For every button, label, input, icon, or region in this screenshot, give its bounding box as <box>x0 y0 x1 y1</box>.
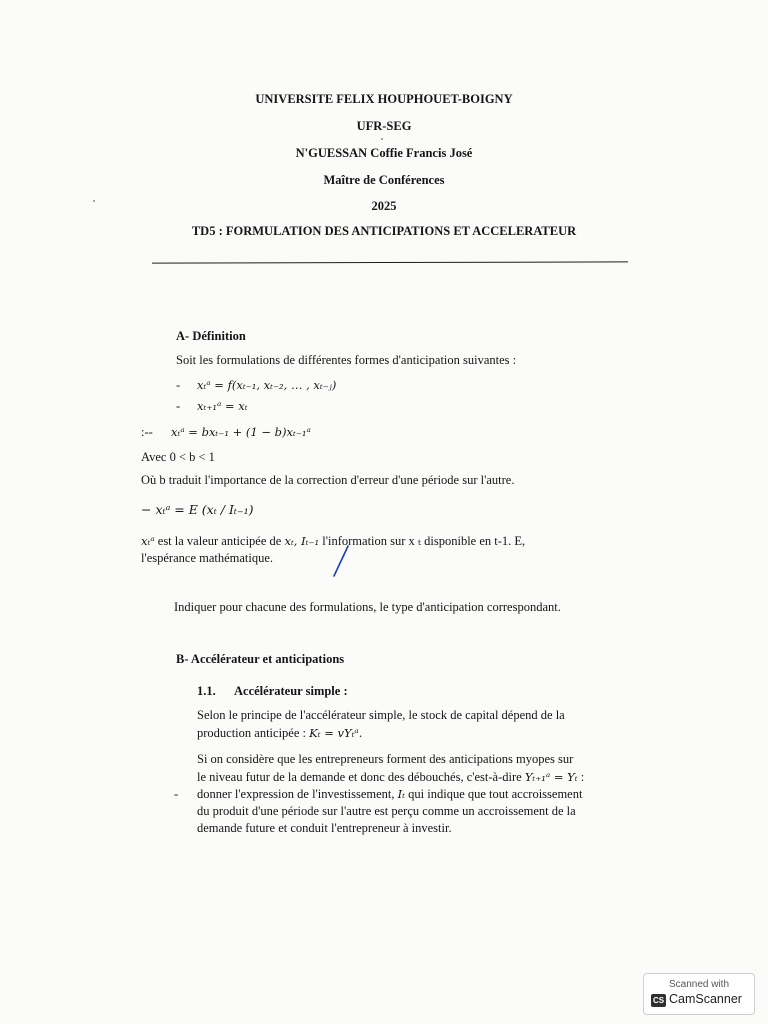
formula-3-prefix: :-- <box>141 425 153 439</box>
document-title: TD5 : FORMULATION DES ANTICIPATIONS ET ACCELERATEUR <box>191 224 577 238</box>
bullet-dash-1: - <box>176 378 181 392</box>
x-a-t: xₜᵃ <box>141 534 155 548</box>
bullet-dash-2: - <box>176 399 181 413</box>
section-a-question: Indiquer pour chacune des formulations, le type d'anticipation correspondant. <box>174 600 561 614</box>
paragraph-2-line-2 <box>197 769 584 786</box>
b-explanation: Où b traduit l'importance de la correction d'erreur d'une période sur l'autre. <box>141 473 515 487</box>
year: 2025 <box>371 199 397 213</box>
author-rank: Maître de Conférences <box>323 173 445 187</box>
paragraph-2-line-1: Si on considère que les entrepreneurs forment des anticipations myopes sur <box>197 752 574 766</box>
p1-text: production anticipée : <box>197 726 310 740</box>
paragraph-3-line-1 <box>197 786 582 803</box>
bullet-dash-3: - <box>174 787 179 801</box>
i-t-1: , Iₜ₋₁ <box>293 534 320 548</box>
camscanner-logo-icon: CS <box>652 996 665 1005</box>
section-a-intro: Soit les formulations de différentes formes d'anticipation suivantes : <box>176 353 517 367</box>
camscanner-watermark <box>643 973 755 1015</box>
p3-text-a: donner l'expression de l'investissement, <box>197 787 398 801</box>
myopic-formula: Yₜ₊₁ᵃ = Yₜ <box>524 770 578 784</box>
scan-speck <box>381 138 383 140</box>
watermark-brand: CamScanner <box>669 992 742 1006</box>
university-name: UNIVERSITE FELIX HOUPHOUET-BOIGNY <box>255 92 513 106</box>
title-divider <box>152 261 628 263</box>
section-b-heading: B- Accélérateur et anticipations <box>176 652 345 666</box>
def-text-2: l'information sur x ₜ disponible en t-1. E, <box>319 534 526 548</box>
paragraph-3-line-2: du produit d'une période sur l'autre est perçu comme un accroissement de la <box>197 804 576 818</box>
capital-formula: Kₜ = vYₜᵃ. <box>309 726 363 740</box>
watermark-caption: Scanned with <box>668 979 730 990</box>
subsection-number: 1.1. <box>197 684 216 698</box>
definition-line-2: l'espérance mathématique. <box>141 551 274 565</box>
author-name: N'GUESSAN Coffie Francis José <box>295 146 473 160</box>
pen-mark <box>330 543 354 579</box>
paragraph-3-line-3: demande future et conduit l'entrepreneur à investir. <box>197 821 452 835</box>
p2-colon: : <box>577 770 585 784</box>
formula-2: xₜ₊₁ᵃ = xₜ <box>197 399 248 413</box>
paragraph-1-line-2 <box>197 725 362 742</box>
scan-speck <box>93 200 95 202</box>
paragraph-1-line-1: Selon le principe de l'accélérateur simple, le stock de capital dépend de la <box>197 708 565 722</box>
p3-text-b: qui indique que tout accroissement <box>405 787 583 801</box>
p2-text: le niveau futur de la demande et donc des débouchés, c'est-à-dire <box>197 770 525 784</box>
section-a-heading: A- Définition <box>176 329 246 343</box>
ufr-name: UFR-SEG <box>356 119 412 133</box>
formula-1: xₜᵃ = f(xₜ₋₁, xₜ₋₂, … , xₜ₋ⱼ) <box>197 378 337 392</box>
x-t: xₜ <box>284 534 294 548</box>
investment-symbol: Iₜ <box>397 787 406 801</box>
formula-3: xₜᵃ = bxₜ₋₁ + (1 − b)xₜ₋₁ᵃ <box>171 425 311 439</box>
constraint-b: Avec 0 < b < 1 <box>141 450 215 464</box>
formula-4: − xₜᵃ = E (xₜ / Iₜ₋₁) <box>141 502 254 517</box>
def-text-1: est la valeur anticipée de <box>154 534 285 548</box>
subsection-title: Accélérateur simple : <box>234 684 348 698</box>
